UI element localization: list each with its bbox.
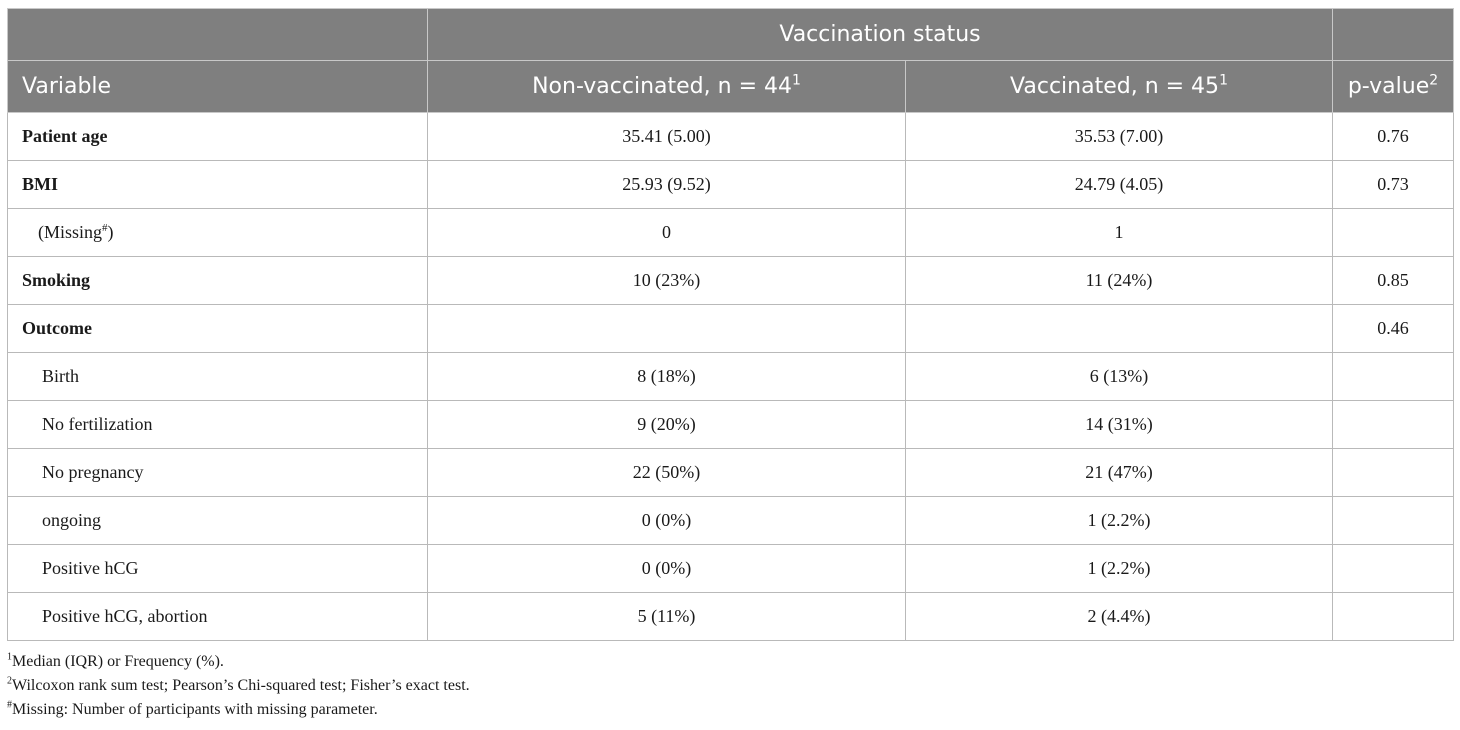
table-row [8,593,1454,641]
header-non-vaccinated [428,61,906,113]
footnote [7,674,470,698]
cell-p-value [1333,209,1454,257]
cell-p-value: 0.46 [1333,305,1454,353]
header-p-value-text: p-value [1347,74,1430,99]
footnote [7,650,470,674]
cell-non-vaccinated: 9 (20%) [428,401,906,449]
row-label: Birth [8,353,428,401]
header-p-value-sup: 2 [1429,72,1439,89]
header-non-vaccinated-sup: 1 [792,72,801,89]
row-label: ongoing [8,497,428,545]
table-row [8,401,1454,449]
cell-non-vaccinated: 0 [428,209,906,257]
header-blank-left [8,9,428,61]
table-row [8,449,1454,497]
row-label: Positive hCG, abortion [8,593,428,641]
footnote-text: Wilcoxon rank sum test; Pearson’s Chi-squared test; Fisher’s exact test. [12,677,470,694]
cell-non-vaccinated: 22 (50%) [428,449,906,497]
header-non-vaccinated-text: Non-vaccinated, n = 44 [532,74,792,99]
header-vaccination-status: Vaccination status [428,9,1333,61]
row-label: No fertilization [8,401,428,449]
cell-vaccinated [906,305,1333,353]
row-label: Smoking [8,257,428,305]
cell-vaccinated: 2 (4.4%) [906,593,1333,641]
header-vaccinated-sup: 1 [1219,72,1228,89]
cell-p-value: 0.73 [1333,161,1454,209]
table-row [8,209,1454,257]
row-label [8,209,428,257]
cell-vaccinated: 14 (31%) [906,401,1333,449]
table-row [8,497,1454,545]
footnote-mark: # [7,699,12,711]
row-label-prefix: (Missing [38,222,103,242]
cell-p-value: 0.76 [1333,113,1454,161]
cell-vaccinated: 21 (47%) [906,449,1333,497]
row-label-suffix: ) [107,222,114,242]
row-label: Patient age [8,113,428,161]
row-label: No pregnancy [8,449,428,497]
table-row [8,161,1454,209]
cell-vaccinated: 1 [906,209,1333,257]
header-variable: Variable [8,61,428,113]
results-table-container [7,8,1453,641]
cell-vaccinated: 1 (2.2%) [906,545,1333,593]
table-row [8,305,1454,353]
header-blank-right [1333,9,1454,61]
vaccination-status-table [7,8,1454,641]
table-row [8,113,1454,161]
cell-non-vaccinated: 35.41 (5.00) [428,113,906,161]
cell-non-vaccinated: 25.93 (9.52) [428,161,906,209]
cell-p-value [1333,449,1454,497]
cell-p-value [1333,593,1454,641]
table-footnotes [7,650,470,722]
cell-non-vaccinated: 5 (11%) [428,593,906,641]
footnote-text: Median (IQR) or Frequency (%). [12,653,224,670]
footnote-mark: 2 [7,675,12,687]
cell-p-value: 0.85 [1333,257,1454,305]
header-vaccinated [906,61,1333,113]
header-p-value [1333,61,1454,113]
cell-vaccinated: 1 (2.2%) [906,497,1333,545]
table-row [8,353,1454,401]
cell-vaccinated: 11 (24%) [906,257,1333,305]
row-label: BMI [8,161,428,209]
header-row-columns [8,61,1454,113]
footnote [7,698,470,722]
cell-p-value [1333,545,1454,593]
footnote-text: Missing: Number of participants with missing parameter. [12,701,378,718]
footnote-mark: 1 [7,651,12,663]
table-row [8,257,1454,305]
cell-non-vaccinated: 8 (18%) [428,353,906,401]
cell-non-vaccinated: 10 (23%) [428,257,906,305]
cell-non-vaccinated: 0 (0%) [428,545,906,593]
cell-non-vaccinated [428,305,906,353]
header-row-group [8,9,1454,61]
cell-p-value [1333,497,1454,545]
row-label: Outcome [8,305,428,353]
row-label-sup: # [102,222,108,234]
row-label: Positive hCG [8,545,428,593]
table-row [8,545,1454,593]
cell-vaccinated: 6 (13%) [906,353,1333,401]
cell-vaccinated: 35.53 (7.00) [906,113,1333,161]
cell-p-value [1333,353,1454,401]
cell-vaccinated: 24.79 (4.05) [906,161,1333,209]
cell-non-vaccinated: 0 (0%) [428,497,906,545]
header-vaccinated-text: Vaccinated, n = 45 [1010,74,1220,99]
cell-p-value [1333,401,1454,449]
